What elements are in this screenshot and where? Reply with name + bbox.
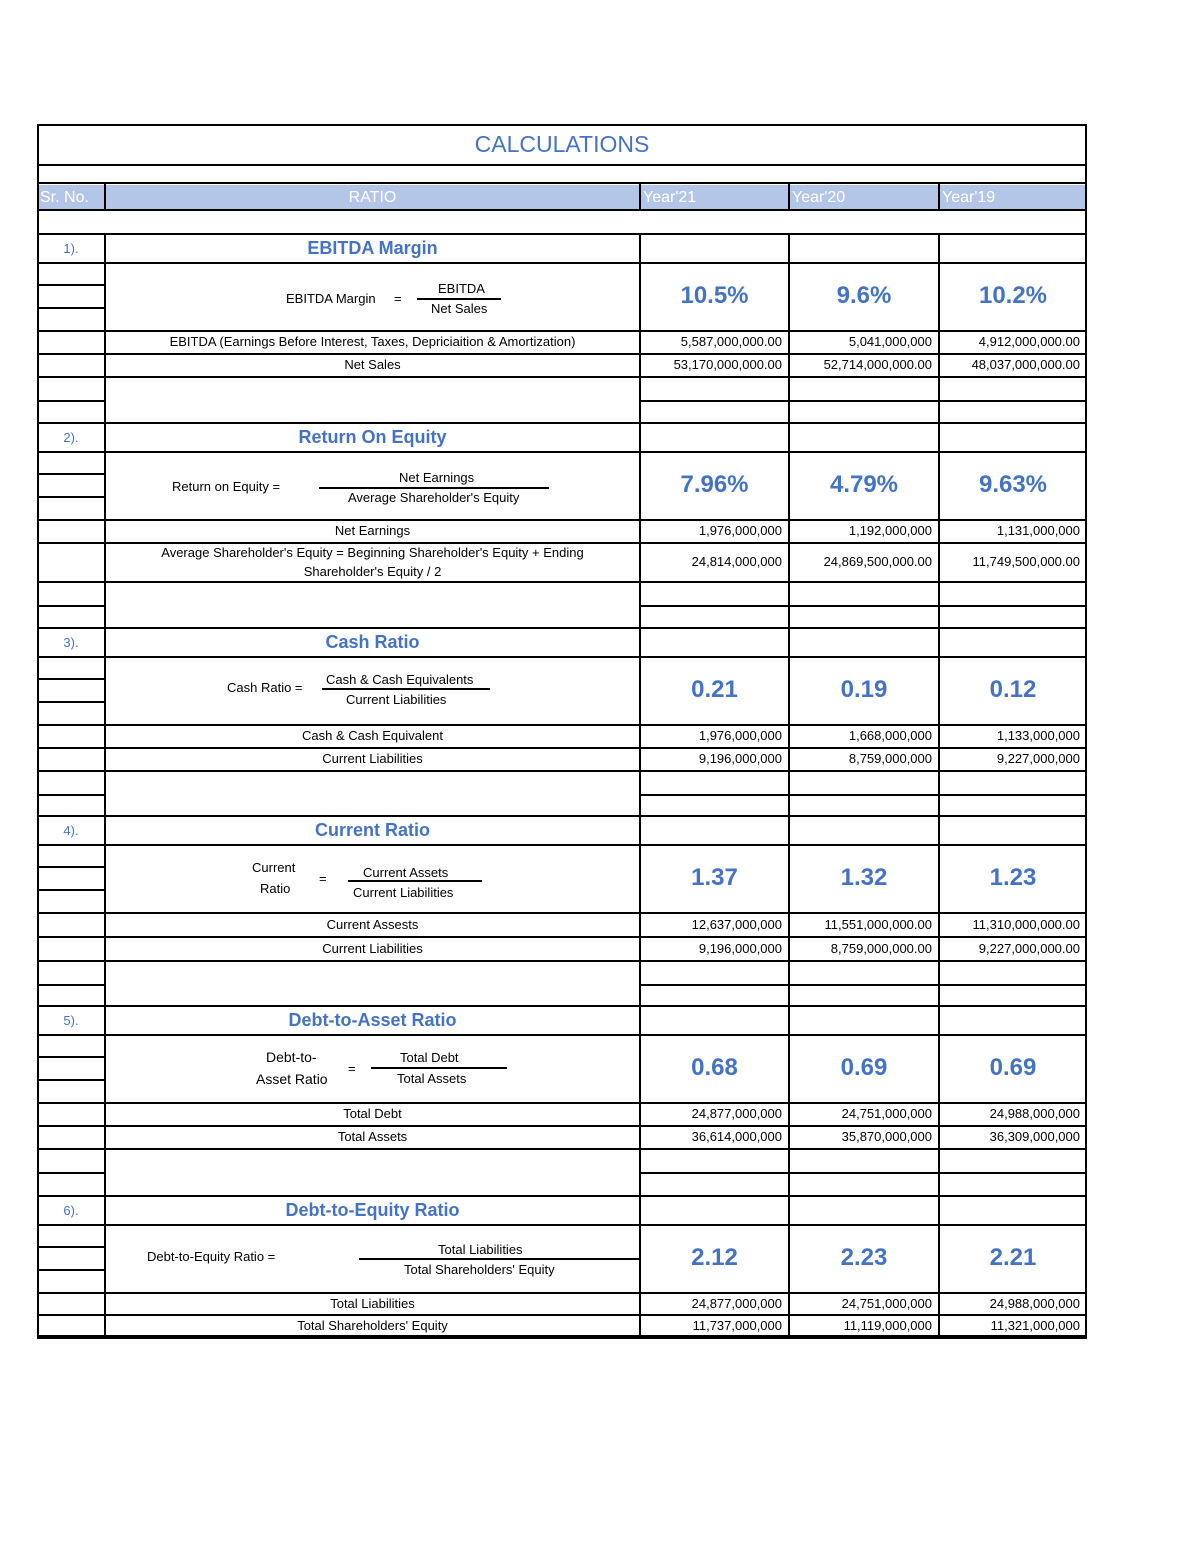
grid-line (104, 184, 106, 210)
header-year20: Year'20 (792, 188, 846, 206)
grid-line (37, 678, 105, 680)
grid-line (639, 376, 641, 424)
grid-line (640, 1172, 1087, 1174)
row-value: 24,877,000,000 (691, 1295, 782, 1311)
ratio-result: 10.2% (978, 282, 1048, 309)
grid-line (37, 984, 105, 986)
row-value: 11,321,000,000 (990, 1318, 1080, 1333)
section-number: 4). (63, 823, 79, 838)
row-value: 53,170,000,000.00 (673, 357, 782, 372)
section-title: Current Ratio (314, 820, 430, 840)
grid-line (639, 960, 641, 1007)
grid-line (37, 1337, 1087, 1339)
fraction-bar (417, 298, 501, 300)
grid-line (37, 1246, 105, 1248)
row-value: 11,749,500,000.00 (972, 554, 1080, 569)
formula-denominator: Current Liabilities (353, 885, 454, 900)
row-value: 11,551,000,000.00 (824, 916, 932, 932)
grid-line (640, 960, 1087, 962)
row-value: 9,227,000,000.00 (978, 940, 1080, 956)
ratio-result: 0.12 (989, 676, 1037, 703)
ratio-result: 2.12 (691, 1244, 738, 1271)
grid-line (37, 1079, 105, 1081)
row-label: Current Assests (326, 916, 419, 932)
section-title: Return On Equity (298, 427, 447, 447)
formula-numerator: Current Assets (363, 865, 449, 880)
row-value: 8,759,000,000 (848, 751, 932, 766)
grid-line (640, 376, 1087, 378)
grid-line (640, 581, 1087, 583)
grid-line (37, 473, 105, 475)
grid-line (938, 960, 940, 1007)
grid-line (37, 400, 105, 402)
grid-line (37, 124, 1087, 126)
formula-lhs-line2: Asset Ratio (256, 1071, 328, 1087)
grid-line (788, 376, 790, 424)
grid-line (37, 605, 105, 607)
grid-line (639, 184, 641, 210)
grid-line (37, 1056, 105, 1058)
grid-line (37, 124, 39, 1337)
grid-line (37, 209, 1087, 211)
grid-line (639, 581, 641, 629)
grid-line (37, 307, 105, 309)
grid-line (640, 400, 1087, 402)
ratio-result: 9.6% (836, 282, 892, 309)
row-value: 24,988,000,000 (989, 1295, 1080, 1311)
ratio-result: 0.21 (691, 676, 738, 703)
row-value: 24,988,000,000 (989, 1106, 1080, 1121)
header-year19: Year'19 (942, 188, 996, 206)
grid-line (104, 581, 106, 629)
fraction-bar (319, 487, 549, 489)
grid-line (37, 1172, 105, 1174)
grid-line (37, 866, 105, 868)
grid-line (37, 164, 1087, 166)
formula-equals: = (394, 291, 402, 306)
formula-lhs: Cash Ratio = (227, 680, 303, 695)
formula-lhs: Debt-to-Equity Ratio = (147, 1249, 276, 1264)
row-value: 11,310,000,000.00 (972, 916, 1080, 932)
grid-line (938, 581, 940, 629)
formula-numerator: Cash & Cash Equivalents (326, 672, 474, 687)
row-value: 48,037,000,000.00 (971, 357, 1080, 372)
ratio-result: 0.68 (691, 1054, 738, 1081)
grid-line (37, 496, 105, 498)
row-value: 24,751,000,000 (841, 1295, 932, 1311)
grid-line (640, 770, 1087, 772)
formula-denominator: Net Sales (431, 301, 488, 316)
fraction-bar (371, 1067, 507, 1069)
grid-line (37, 376, 105, 378)
grid-line (788, 184, 790, 210)
sheet-title: CALCULATIONS (474, 131, 650, 157)
grid-line (37, 794, 105, 796)
grid-line (938, 770, 940, 817)
row-value: 9,196,000,000 (698, 751, 782, 766)
ratio-result: 9.63% (978, 471, 1048, 498)
section-number: 2). (63, 430, 79, 445)
formula-lhs-line1: Debt-to- (266, 1049, 317, 1065)
row-label: Net Earnings (334, 523, 411, 538)
formula-numerator: Net Earnings (399, 470, 475, 485)
row-value: 4,912,000,000.00 (978, 334, 1080, 349)
grid-line (37, 889, 105, 891)
grid-line (37, 1269, 105, 1271)
formula-numerator: Total Debt (400, 1050, 459, 1065)
row-value: 24,751,000,000 (841, 1106, 932, 1121)
grid-line (104, 770, 106, 817)
grid-line (37, 770, 105, 772)
row-value: 35,870,000,000 (841, 1129, 932, 1144)
formula-lhs-line2: Ratio (260, 881, 291, 896)
grid-line (938, 1148, 940, 1197)
section-title: EBITDA Margin (307, 238, 438, 258)
fraction-bar (322, 688, 490, 690)
formula-equals: = (348, 1061, 356, 1076)
formula-numerator: Total Liabilities (438, 1242, 523, 1257)
ratio-result: 2.23 (840, 1244, 888, 1271)
ratio-result: 1.32 (840, 864, 888, 891)
grid-line (104, 376, 106, 424)
header-sr-no: Sr. No. (40, 188, 89, 206)
formula-lhs-line1: Current (252, 860, 296, 875)
grid-line (37, 284, 105, 286)
row-value: 1,976,000,000 (698, 523, 782, 538)
grid-line (639, 1148, 641, 1197)
row-value: 5,041,000,000 (848, 334, 932, 349)
ratio-result: 7.96% (680, 471, 749, 498)
grid-line (788, 581, 790, 629)
grid-line (938, 376, 940, 424)
row-label: Total Debt (343, 1106, 402, 1121)
grid-line (640, 794, 1087, 796)
formula-numerator: EBITDA (438, 281, 485, 296)
formula-denominator: Current Liabilities (346, 692, 447, 707)
grid-line (37, 701, 105, 703)
section-number: 6). (63, 1203, 79, 1218)
ratio-result: 2.21 (989, 1244, 1037, 1271)
row-value: 24,877,000,000 (691, 1106, 782, 1121)
formula-denominator: Total Assets (397, 1071, 467, 1086)
ratio-result: 0.69 (840, 1054, 888, 1081)
row-label: Total Liabilities (330, 1295, 415, 1311)
row-label: Total Assets (337, 1129, 408, 1144)
fraction-bar (348, 880, 482, 882)
formula-equals: = (319, 871, 327, 886)
grid-line (640, 605, 1087, 607)
grid-line (788, 770, 790, 817)
row-value: 24,814,000,000 (691, 554, 782, 569)
grid-line (640, 984, 1087, 986)
grid-line (104, 1148, 106, 1197)
ratio-result: 0.69 (989, 1054, 1037, 1081)
section-title: Debt-to-Asset Ratio (288, 1010, 457, 1030)
formula-lhs: EBITDA Margin (286, 291, 376, 306)
row-value: 11,119,000,000 (843, 1318, 932, 1333)
row-value: 36,309,000,000 (989, 1129, 1080, 1144)
grid-line (37, 581, 105, 583)
section-title: Cash Ratio (325, 632, 420, 652)
row-label: Current Liabilities (322, 940, 423, 956)
section-title: Debt-to-Equity Ratio (285, 1200, 460, 1220)
grid-line (788, 1148, 790, 1197)
row-label: Current Liabilities (322, 751, 423, 766)
row-value: 1,976,000,000 (698, 728, 782, 743)
section-number: 1). (63, 241, 79, 256)
row-value: 8,759,000,000.00 (830, 940, 932, 956)
ratio-result: 1.23 (989, 864, 1037, 891)
formula-denominator: Average Shareholder's Equity (348, 490, 520, 505)
row-label: Total Shareholders' Equity (297, 1318, 448, 1333)
grid-line (37, 960, 105, 962)
row-value: 1,133,000,000 (996, 728, 1080, 743)
header-year21: Year'21 (643, 188, 697, 206)
row-value: 1,668,000,000 (848, 728, 932, 743)
ratio-result: 4.79% (829, 471, 899, 498)
row-label: EBITDA (Earnings Before Interest, Taxes, Depriciaition & Amortization) (169, 334, 576, 349)
grid-line (640, 1148, 1087, 1150)
grid-line (37, 182, 1087, 184)
formula-lhs: Return on Equity = (172, 479, 281, 494)
row-value: 24,869,500,000.00 (823, 554, 932, 569)
row-label: Cash & Cash Equivalent (302, 728, 443, 743)
row-value: 9,196,000,000 (698, 940, 782, 956)
ratio-result: 10.5% (680, 282, 749, 309)
grid-line (639, 770, 641, 817)
row-value: 1,131,000,000 (996, 523, 1080, 538)
row-value: 5,587,000,000.00 (680, 334, 782, 349)
row-label: Net Sales (344, 357, 401, 372)
row-value: 9,227,000,000 (996, 751, 1080, 766)
section-number: 3). (63, 635, 79, 650)
grid-line (938, 184, 940, 210)
grid-line (104, 960, 106, 1007)
grid-line (37, 1148, 105, 1150)
ratio-result: 1.37 (691, 864, 738, 891)
row-value: 36,614,000,000 (691, 1129, 782, 1144)
formula-denominator: Total Shareholders' Equity (404, 1262, 555, 1277)
fraction-bar (359, 1258, 639, 1260)
row-value: 12,637,000,000 (691, 916, 782, 932)
row-value: 52,714,000,000.00 (823, 357, 932, 372)
header-ratio: RATIO (348, 188, 397, 206)
grid-line (788, 960, 790, 1007)
section-number: 5). (63, 1013, 79, 1028)
row-value: 1,192,000,000 (848, 523, 932, 538)
calculations-sheet (37, 124, 1087, 1337)
row-value: 11,737,000,000 (692, 1318, 782, 1333)
row-label: Average Shareholder's Equity = Beginning Shareholder's Equity + Ending Shareholder's Equity / 2 (161, 544, 584, 579)
ratio-result: 0.19 (840, 676, 888, 703)
